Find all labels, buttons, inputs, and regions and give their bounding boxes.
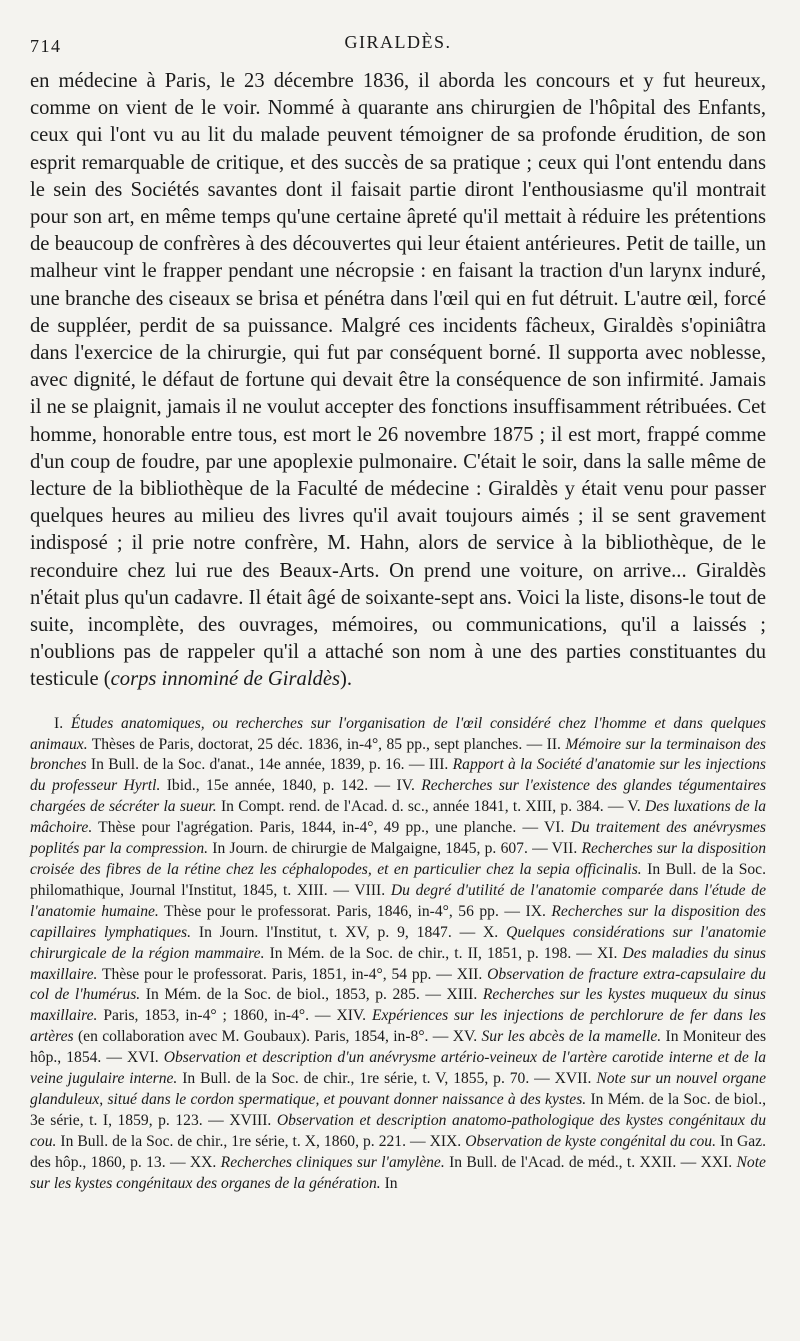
page-header: [30, 30, 766, 60]
entry-reference: In Journ. de chirurgie de Malgaigne, 1845, p. 607. —: [212, 840, 548, 858]
entry-title: Mémoire sur la terminaison des bronches: [30, 735, 767, 774]
entry-number: VII.: [551, 840, 578, 858]
entry-title: Observation et description anatomo-pathologique des kystes congénitaux du cou.: [30, 1111, 767, 1150]
entry-reference: In: [384, 1174, 398, 1192]
document-page: [30, 30, 766, 1195]
entry-reference: In Mém. de la Soc. de biol., 1853, p. 285. —: [145, 986, 441, 1004]
entry-title: Études anatomiques, ou recherches sur l'organisation de l'œil considéré chez l'homme et dans quelques animaux.: [30, 714, 766, 753]
entry-reference: In Mém. de la Soc. de biol., 3e série, t. I, 1859, p. 123. —: [30, 1090, 766, 1129]
entry-reference: In Gaz. des hôp., 1860, p. 13. —: [30, 1132, 766, 1171]
entry-number: XV.: [452, 1028, 478, 1046]
entry-reference: In Moniteur des hôp., 1854. —: [30, 1028, 767, 1067]
entry-title: Note sur un nouvel organe glanduleux, situé dans le cordon spermatique, et pouvant donner naissance à des kystes.: [30, 1070, 766, 1108]
entry-reference: In Bull. de la Soc. d'anat., 14e année, 1839, p. 16. —: [90, 756, 425, 774]
entry-title: Rapport à la Société d'anatomie sur les injections du professeur Hyrtl.: [30, 756, 766, 795]
entry-reference: Thèse pour le professorat. Paris, 1846, in-4°, 56 pp. —: [164, 902, 520, 920]
entry-number: VI.: [544, 819, 565, 837]
entry-title: Du traitement des anévrysmes poplités par la compression.: [30, 819, 766, 858]
main-paragraph-italic: corps innominé de Giraldès: [110, 668, 341, 691]
entry-title: Note sur les kystes congénitaux des organes de la génération.: [30, 1153, 766, 1192]
entry-reference: (en collaboration avec M. Goubaux). Paris, 1854, in-8°. —: [77, 1028, 449, 1046]
entry-number: XI.: [597, 944, 618, 962]
entry-title: Observation de fracture extra-capsulaire du col de l'humérus.: [30, 965, 766, 1004]
entry-title: Observation de kyste congénital du cou.: [465, 1132, 716, 1150]
entry-title: Recherches sur la disposition des capillaires lymphatiques.: [30, 902, 766, 941]
bibliography-paragraph: [30, 714, 766, 1195]
entry-number: V.: [627, 798, 641, 816]
entry-number: I.: [54, 714, 64, 732]
bibliography-entry: [190, 1154, 696, 1171]
running-title: GIRALDÈS.: [344, 32, 452, 52]
entry-number: XIV.: [336, 1007, 367, 1025]
entry-title: Des maladies du sinus maxillaire.: [30, 944, 766, 983]
entry-title: Expériences sur les injections de perchlorure de fer dans les artères: [30, 1007, 766, 1046]
page-number: 714: [30, 36, 62, 56]
entry-title: Recherches sur les kystes muqueux du sinus maxillaire.: [30, 986, 766, 1025]
entry-number: II.: [546, 735, 561, 753]
entry-title: Observation et description d'un anévrysme artério-veineux de l'artère carotide interne et de la veine jugulaire interne.: [30, 1049, 766, 1088]
entry-title: Des luxations de la mâchoire.: [30, 798, 767, 837]
entry-reference: Thèse pour l'agrégation. Paris, 1844, in-4°, 49 pp., une planche. —: [98, 819, 539, 837]
entry-title: Recherches sur l'existence des glandes tégumentaires chargées de sécréter la sueur.: [30, 777, 767, 816]
entry-number: VIII.: [354, 881, 386, 899]
entry-reference: In Compt. rend. de l'Acad. d. sc., année 1841, t. XIII, p. 384. —: [220, 798, 624, 816]
entry-reference: Thèses de Paris, doctorat, 25 déc. 1836, in-4°, 85 pp., sept planches. —: [91, 735, 543, 753]
main-paragraph-end: ).: [340, 668, 353, 691]
entry-title: Quelques considérations sur l'anatomie chirurgicale de la région mammaire.: [30, 923, 766, 962]
entry-reference: In Bull. de la Soc. philomathique, Journal l'Institut, 1845, t. XIII. —: [30, 861, 766, 899]
entry-number: XVII.: [554, 1070, 592, 1088]
entry-number: XVI.: [127, 1049, 159, 1067]
entry-number: IV.: [396, 777, 415, 795]
entry-reference: In Bull. de l'Acad. de méd., t. XXII. —: [449, 1153, 697, 1171]
entry-reference: In Bull. de la Soc. de chir., 1re série, t. X, 1860, p. 221. —: [60, 1132, 426, 1150]
entry-number: XVIII.: [229, 1111, 272, 1129]
entry-number: XXI.: [700, 1153, 733, 1171]
entry-title: Recherches sur la disposition croisée des fibres de la rétine chez les céphalopodes, et en particulier chez la sepia officinalis.: [30, 840, 766, 879]
entry-number: XIII.: [446, 986, 478, 1004]
entry-reference: In Journ. l'Institut, t. XV, p. 9, 1847. —: [198, 923, 476, 941]
main-paragraph: [30, 68, 766, 694]
entry-reference: In Bull. de la Soc. de chir., 1re série, t. V, 1855, p. 70. —: [182, 1070, 550, 1088]
entry-reference: Ibid., 15e année, 1840, p. 142. —: [166, 777, 391, 795]
entry-title: Recherches cliniques sur l'amylène.: [220, 1153, 445, 1171]
entry-number: XII.: [456, 965, 483, 983]
main-paragraph-text: en médecine à Paris, le 23 décembre 1836, il aborda les concours et y fut heureux, comme on vient de le voir. Nommé à quarante ans chirurgien de l'hôpital des Enfants, ceux qui l'ont vu au lit du malade peuvent témoigner de sa profonde érudition, de son esprit remarquable de critique, et des succès de sa pratique ; ceux qui l'ont entendu dans le sein des Sociétés savantes dont il faisait partie diront l'enthousiasme qu'il montrait pour son art, en même temps qu'une certaine âpreté qu'il mettait à réduire les prétentions de beaucoup de confrères à des découvertes qui leur étaient antérieures. Petit de taille, un malheur vint le frapper pendant une nécropsie : en faisant la traction d'un larynx induré, une branche des ciseaux se brisa et pénétra dans l'œil qui en fut détruit. L'autre œil, forcé de suppléer, perdit de sa puissance. Malgré ces incidents fâcheux, Giraldès s'opiniâtra dans l'exercice de la chirurgie, qui fut par conséquent borné. Il supporta avec noblesse, avec dignité, le défaut de fortune qui devait être la conséquence de son infirmité. Jamais il ne se plaignit, jamais il ne voulut accepter des fonctions insuffisamment rétribuées. Cet homme, honorable entre tous, est mort le 26 novembre 1875 ; il est mort, frappé comme d'un coup de foudre, par une apoplexie pulmonaire. C'était le soir, dans la salle même de lecture de la bibliothèque de la Faculté de médecine : Giraldès y était venu pour passer quelques heures au milieu des livres qu'il avait toujours aimés ; il se sent gravement indisposé ; il prie notre confrère, M. Hahn, alors de service à la bibliothèque, de le reconduire chez lui rue des Beaux-Arts. On prend une voiture, on arrive... Giraldès n'était plus qu'un cadavre. Il était âgé de soixante-sept ans. Voici la liste, disons-le tout de suite, incomplète, des ouvrages, mémoires, ou communications, qu'il a laissés ; n'oublions pas de rappeler qu'il a attaché son nom à une des parties constituantes du testicule (: [30, 70, 766, 691]
entry-title: Du degré d'utilité de l'anatomie comparée dans l'étude de l'anatomie humaine.: [30, 881, 766, 920]
entry-reference: Paris, 1853, in-4° ; 1860, in-4°. —: [103, 1007, 331, 1025]
entry-number: IX.: [525, 902, 546, 920]
entry-reference: Thèse pour le professorat. Paris, 1851, in-4°, 54 pp. —: [101, 965, 452, 983]
entry-number: X.: [483, 923, 499, 941]
entry-number: XX.: [189, 1153, 217, 1171]
entry-reference: In Mém. de la Soc. de chir., t. II, 1851, p. 198. —: [269, 944, 592, 962]
entry-title: Sur les abcès de la mamelle.: [481, 1028, 662, 1046]
entry-number: III.: [428, 756, 449, 774]
entry-number: XIX.: [429, 1132, 462, 1150]
